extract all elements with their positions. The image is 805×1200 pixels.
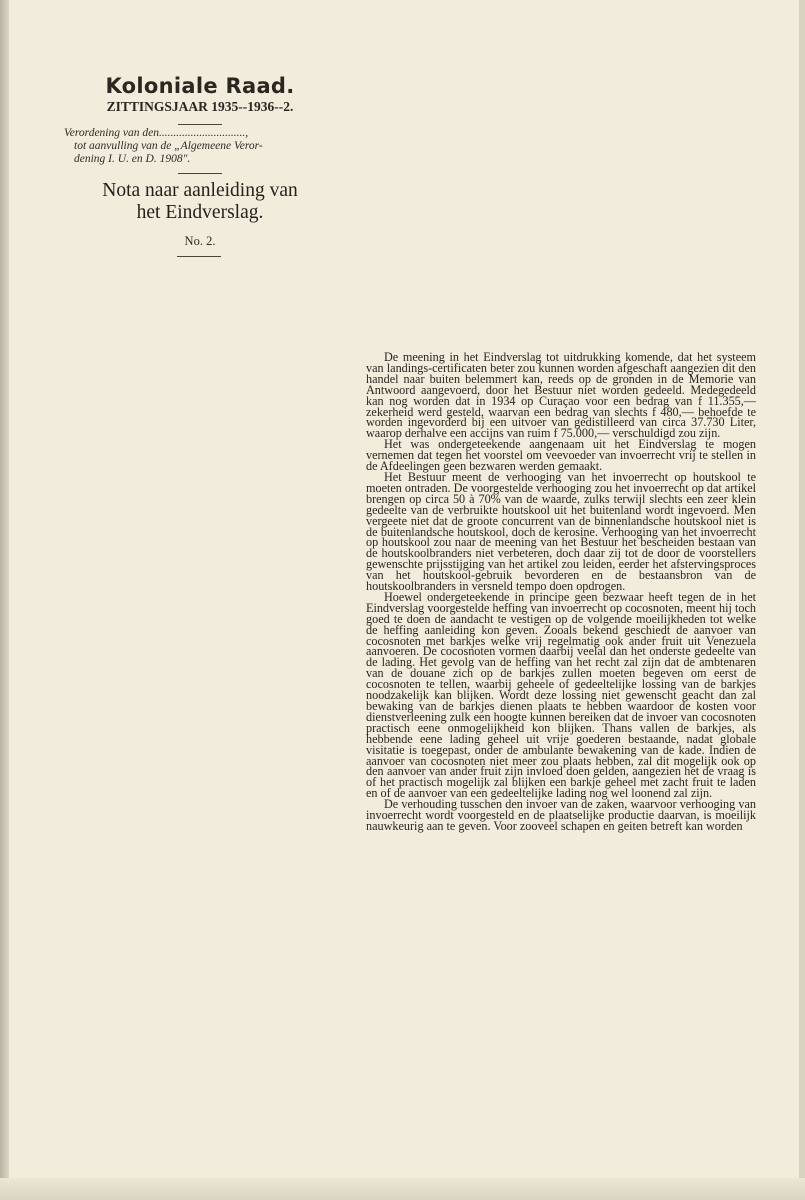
- session-year: ZITTINGSJAAR 1935--1936--2.: [106, 99, 294, 114]
- page-right-edge: [799, 0, 805, 1200]
- body-text: [366, 352, 756, 832]
- body-paragraph: Het Bestuur meent de verhooging van het invoerrecht op houtskool te moeten ontraden. De voorgestelde verhooging zou het invoerrecht op dat artikel brengen op circa 50 à 70% van de waarde, zulks terwijl slechts een zeer klein gedeelte van de verbruikte houtskool uit het buitenland wordt ingevoerd. Men vergeete niet dat de groote concurrent van de binnenlandsche houtskool niet is de buitenlandsche houtskool, doch de kerosine. Verhooging van het invoerrecht op houtskool zou naar de meening van het Bestuur het bescheiden bestaan van de houtskoolbranders niet verbeteren, doch daar zij tot de door de voorstellers gewenschte prijsstijging van het artikel zou leiden, eerder het afstervingsproces van het houtskool-gebruik bevorderen en de bestaansbron van de houtskoolbranders in versneld tempo doen opdrogen.: [366, 469, 756, 594]
- body-paragraph: Hoewel ondergeteekende in principe geen bezwaar heeft tegen de in het Eindverslag voorgestelde heffing van invoerrecht op cocosnoten, meent hij toch goed te doen de aandacht te vestigen op de volgende moeilijkheden tot welke de heffing aanleiding kon geven. Zooals bekend geschiedt de aanvoer van cocosnoten met barkjes welke vrij regelmatig ook ander fruit uit Venezuela aanvoeren. De cocosnoten vormen daarbij veelal dan het onderste gedeelte van de lading. Het gevolg van de heffing van het recht zal zijn dat de ambtenaren van de douane zich op de barkjes zullen moeten begeven om eerst de cocosnoten te tellen, waarbij geheele of gedeeltelijke lossing van de barkjes noodzakelijk kan blijken. Wordt deze lossing niet gewenscht geacht dan zal bewaking van de barkjes dienen plaats te hebben waardoor de kosten voor dienstverleening zulk een hoogte kunnen bereiken dat de invoer van cocosnoten practisch eene onmogelijkheid kon blijken. Thans vallen de barkjes, als hebbende eene lading geheel uit vrije goederen bestaande, nadat globale visitatie is toegepast, onder de ambulante bewakening van de kade. Indien de aanvoer van cocosnoten niet meer zou plaats hebben, zal dit mogelijk ook op den aanvoer van ander fruit zijn invloed doen gelden, aangezien het de vraag is of het practisch mogelijk zal blijken een barkje geheel met zacht fruit te laden en of de aanvoer van een gedeeltelijke lading nog wel loonend zal zijn.: [366, 589, 756, 801]
- page-binding-edge: [0, 0, 9, 1200]
- ordinance-divider: [178, 173, 222, 174]
- ordinance-line: dening I. U. en D. 1908".: [74, 153, 191, 165]
- note-title-line: het Eindverslag.: [136, 202, 264, 223]
- document-number: No. 2.: [184, 234, 216, 248]
- ordinance-line: Verordening van den..............................,: [64, 127, 249, 139]
- ordinance-reference: [64, 127, 336, 166]
- ordinance-line: tot aanvulling van de „Algemeene Veror-: [74, 140, 263, 152]
- note-title: [60, 180, 340, 224]
- note-title-line: Nota naar aanleiding van: [102, 180, 298, 201]
- council-title: Koloniale Raad.: [105, 74, 295, 98]
- number-divider: [177, 256, 221, 257]
- document-header: [60, 74, 340, 125]
- body-paragraph: Het was ondergeteekende aangenaam uit het Eindverslag te mogen vernemen dat tegen het voorstel om veevoeder van invoerrecht vrij te stellen in de Afdeelingen geen bezwaren werden gemaakt.: [366, 437, 756, 474]
- body-paragraph: De verhouding tusschen den invoer van de zaken, waarvoor verhooging van invoerrecht wordt voorgesteld en de plaatselijke productie daarvan, is moeilijk nauwkeurig aan te geven. Voor zooveel schapen en geiten betreft kan worden: [366, 797, 756, 833]
- body-paragraph: De meening in het Eindverslag tot uitdrukking komende, dat het systeem van landings-certificaten beter zou kunnen worden afgeschaft aangezien dit den handel naar buiten belemmert kan, reeds op de gronden in de Memorie van Antwoord aangevoerd, door het Bestuur niet worden gedeeld. Medegedeeld kan nog worden dat in 1934 op Curaçao voor een bedrag van f 11.355,— zekerheid werd gesteld, waarvan een bedrag van slechts f 480,— behoefde te worden ingevorderd bij een uitvoer van gedistilleerd van circa 37.730 Liter, waarop derhalve een accijns van ruim f 75.000,— verschuldigd zou zijn.: [366, 350, 756, 441]
- page-bottom-edge: [0, 1178, 805, 1200]
- header-divider: [178, 124, 222, 125]
